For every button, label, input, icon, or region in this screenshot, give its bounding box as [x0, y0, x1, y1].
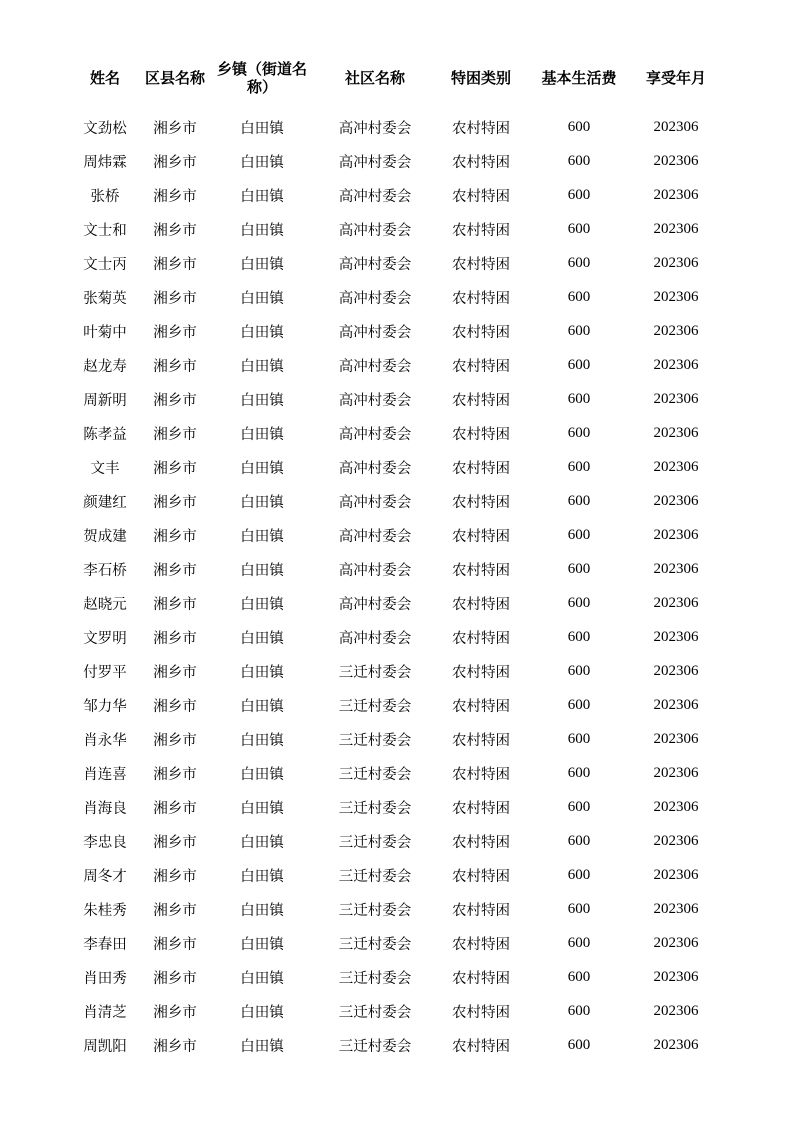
cell-fee: 600 — [567, 152, 591, 169]
cell-county: 湘乡市 — [153, 1004, 197, 1021]
cell-town: 白田镇 — [240, 698, 284, 715]
cell-name: 肖永华 — [83, 732, 127, 749]
cell-month: 202306 — [653, 220, 699, 237]
cell-town: 白田镇 — [240, 358, 284, 375]
cell-type: 农村特困 — [452, 766, 510, 783]
cell-town: 白田镇 — [240, 426, 284, 443]
cell-type: 农村特困 — [452, 528, 510, 545]
cell-community: 高冲村委会 — [338, 154, 412, 171]
table-row — [70, 246, 720, 280]
cell-fee: 600 — [567, 526, 591, 543]
cell-name: 文士和 — [83, 222, 127, 239]
cell-name: 张菊英 — [83, 290, 127, 307]
header-town: 乡镇（街道名称） — [216, 60, 307, 96]
cell-fee: 600 — [567, 798, 591, 815]
table-row — [70, 280, 720, 314]
cell-county: 湘乡市 — [153, 426, 197, 443]
cell-community: 高冲村委会 — [338, 256, 412, 273]
cell-town: 白田镇 — [240, 324, 284, 341]
cell-name: 肖海良 — [83, 800, 127, 817]
cell-fee: 600 — [567, 764, 591, 781]
cell-fee: 600 — [567, 118, 591, 135]
cell-month: 202306 — [653, 900, 699, 917]
header-name: 姓名 — [89, 69, 120, 87]
cell-community: 三迁村委会 — [338, 766, 412, 783]
cell-town: 白田镇 — [240, 596, 284, 613]
cell-fee: 600 — [567, 696, 591, 713]
cell-fee: 600 — [567, 594, 591, 611]
cell-name: 朱桂秀 — [83, 902, 127, 919]
cell-month: 202306 — [653, 424, 699, 441]
cell-community: 三迁村委会 — [338, 732, 412, 749]
cell-county: 湘乡市 — [153, 358, 197, 375]
table-row — [70, 654, 720, 688]
cell-community: 三迁村委会 — [338, 970, 412, 987]
cell-county: 湘乡市 — [153, 256, 197, 273]
cell-name: 李春田 — [83, 936, 127, 953]
cell-month: 202306 — [653, 254, 699, 271]
cell-town: 白田镇 — [240, 766, 284, 783]
table-row — [70, 144, 720, 178]
cell-fee: 600 — [567, 492, 591, 509]
cell-county: 湘乡市 — [153, 562, 197, 579]
cell-month: 202306 — [653, 934, 699, 951]
cell-fee: 600 — [567, 560, 591, 577]
cell-fee: 600 — [567, 356, 591, 373]
cell-fee: 600 — [567, 390, 591, 407]
cell-fee: 600 — [567, 288, 591, 305]
cell-month: 202306 — [653, 594, 699, 611]
cell-type: 农村特困 — [452, 1004, 510, 1021]
cell-county: 湘乡市 — [153, 120, 197, 137]
cell-name: 李石桥 — [83, 562, 127, 579]
cell-community: 三迁村委会 — [338, 1038, 412, 1055]
cell-type: 农村特困 — [452, 630, 510, 647]
cell-month: 202306 — [653, 662, 699, 679]
cell-community: 三迁村委会 — [338, 800, 412, 817]
table-row — [70, 892, 720, 926]
header-community: 社区名称 — [344, 69, 405, 87]
table-row — [70, 756, 720, 790]
header-spacer — [70, 100, 720, 110]
table-row — [70, 1028, 720, 1062]
cell-county: 湘乡市 — [153, 528, 197, 545]
cell-name: 文丰 — [90, 460, 120, 477]
cell-county: 湘乡市 — [153, 324, 197, 341]
cell-name: 赵晓元 — [83, 596, 127, 613]
cell-community: 三迁村委会 — [338, 664, 412, 681]
cell-name: 肖田秀 — [83, 970, 127, 987]
cell-type: 农村特困 — [452, 596, 510, 613]
cell-town: 白田镇 — [240, 562, 284, 579]
cell-month: 202306 — [653, 628, 699, 645]
cell-fee: 600 — [567, 458, 591, 475]
cell-type: 农村特困 — [452, 358, 510, 375]
cell-town: 白田镇 — [240, 868, 284, 885]
cell-type: 农村特困 — [452, 1038, 510, 1055]
cell-fee: 600 — [567, 662, 591, 679]
cell-type: 农村特困 — [452, 562, 510, 579]
cell-type: 农村特困 — [452, 324, 510, 341]
cell-community: 高冲村委会 — [338, 528, 412, 545]
cell-town: 白田镇 — [240, 290, 284, 307]
cell-name: 颜建红 — [83, 494, 127, 511]
cell-county: 湘乡市 — [153, 494, 197, 511]
cell-name: 李忠良 — [83, 834, 127, 851]
cell-town: 白田镇 — [240, 630, 284, 647]
cell-type: 农村特困 — [452, 936, 510, 953]
cell-community: 三迁村委会 — [338, 1004, 412, 1021]
cell-name: 文劲松 — [83, 120, 127, 137]
cell-town: 白田镇 — [240, 800, 284, 817]
cell-community: 高冲村委会 — [338, 324, 412, 341]
cell-month: 202306 — [653, 356, 699, 373]
cell-county: 湘乡市 — [153, 664, 197, 681]
cell-type: 农村特困 — [452, 970, 510, 987]
cell-name: 肖清芝 — [83, 1004, 127, 1021]
cell-name: 叶菊中 — [83, 324, 127, 341]
cell-month: 202306 — [653, 186, 699, 203]
cell-fee: 600 — [567, 730, 591, 747]
cell-month: 202306 — [653, 832, 699, 849]
cell-town: 白田镇 — [240, 1004, 284, 1021]
cell-town: 白田镇 — [240, 528, 284, 545]
cell-month: 202306 — [653, 152, 699, 169]
cell-month: 202306 — [653, 798, 699, 815]
cell-fee: 600 — [567, 628, 591, 645]
cell-community: 高冲村委会 — [338, 188, 412, 205]
cell-town: 白田镇 — [240, 256, 284, 273]
table-row — [70, 790, 720, 824]
cell-type: 农村特困 — [452, 732, 510, 749]
cell-type: 农村特困 — [452, 256, 510, 273]
cell-month: 202306 — [653, 968, 699, 985]
cell-name: 周炜霖 — [83, 154, 127, 171]
cell-name: 张桥 — [90, 188, 120, 205]
cell-name: 肖连喜 — [83, 766, 127, 783]
cell-county: 湘乡市 — [153, 290, 197, 307]
cell-county: 湘乡市 — [153, 630, 197, 647]
table-row — [70, 178, 720, 212]
cell-month: 202306 — [653, 390, 699, 407]
cell-county: 湘乡市 — [153, 970, 197, 987]
cell-type: 农村特困 — [452, 834, 510, 851]
cell-fee: 600 — [567, 254, 591, 271]
cell-type: 农村特困 — [452, 222, 510, 239]
cell-community: 三迁村委会 — [338, 868, 412, 885]
cell-county: 湘乡市 — [153, 1038, 197, 1055]
cell-type: 农村特困 — [452, 392, 510, 409]
cell-name: 周冬才 — [83, 868, 127, 885]
cell-month: 202306 — [653, 730, 699, 747]
cell-town: 白田镇 — [240, 120, 284, 137]
cell-community: 高冲村委会 — [338, 562, 412, 579]
cell-county: 湘乡市 — [153, 766, 197, 783]
cell-type: 农村特困 — [452, 154, 510, 171]
cell-town: 白田镇 — [240, 154, 284, 171]
cell-town: 白田镇 — [240, 222, 284, 239]
cell-fee: 600 — [567, 968, 591, 985]
table-row — [70, 348, 720, 382]
cell-name: 周凯阳 — [83, 1038, 127, 1055]
cell-town: 白田镇 — [240, 936, 284, 953]
cell-fee: 600 — [567, 322, 591, 339]
header-month: 享受年月 — [645, 69, 706, 87]
cell-town: 白田镇 — [240, 1038, 284, 1055]
cell-county: 湘乡市 — [153, 800, 197, 817]
cell-name: 付罗平 — [83, 664, 127, 681]
table-row — [70, 552, 720, 586]
cell-name: 陈孝益 — [83, 426, 127, 443]
cell-community: 三迁村委会 — [338, 834, 412, 851]
cell-type: 农村特困 — [452, 120, 510, 137]
cell-month: 202306 — [653, 526, 699, 543]
cell-county: 湘乡市 — [153, 596, 197, 613]
cell-name: 周新明 — [83, 392, 127, 409]
table-row — [70, 620, 720, 654]
table-header — [70, 56, 720, 110]
cell-town: 白田镇 — [240, 392, 284, 409]
table-body — [70, 110, 720, 1062]
cell-community: 高冲村委会 — [338, 120, 412, 137]
cell-community: 高冲村委会 — [338, 222, 412, 239]
cell-community: 高冲村委会 — [338, 630, 412, 647]
cell-county: 湘乡市 — [153, 698, 197, 715]
cell-name: 文士丙 — [83, 256, 127, 273]
table-row — [70, 484, 720, 518]
table-row — [70, 416, 720, 450]
header-type: 特困类别 — [450, 69, 511, 87]
cell-fee: 600 — [567, 220, 591, 237]
header-county: 区县名称 — [144, 69, 205, 87]
table-row — [70, 450, 720, 484]
cell-community: 高冲村委会 — [338, 392, 412, 409]
cell-fee: 600 — [567, 866, 591, 883]
cell-fee: 600 — [567, 424, 591, 441]
cell-fee: 600 — [567, 1036, 591, 1053]
cell-community: 三迁村委会 — [338, 698, 412, 715]
cell-month: 202306 — [653, 1036, 699, 1053]
header-fee: 基本生活费 — [541, 69, 617, 87]
cell-type: 农村特困 — [452, 494, 510, 511]
cell-type: 农村特困 — [452, 290, 510, 307]
cell-county: 湘乡市 — [153, 834, 197, 851]
cell-community: 高冲村委会 — [338, 290, 412, 307]
cell-name: 文罗明 — [83, 630, 127, 647]
cell-town: 白田镇 — [240, 664, 284, 681]
cell-month: 202306 — [653, 1002, 699, 1019]
table-row — [70, 960, 720, 994]
cell-month: 202306 — [653, 492, 699, 509]
cell-county: 湘乡市 — [153, 460, 197, 477]
cell-month: 202306 — [653, 560, 699, 577]
cell-type: 农村特困 — [452, 188, 510, 205]
cell-town: 白田镇 — [240, 970, 284, 987]
cell-type: 农村特困 — [452, 868, 510, 885]
cell-type: 农村特困 — [452, 902, 510, 919]
cell-town: 白田镇 — [240, 460, 284, 477]
cell-community: 高冲村委会 — [338, 596, 412, 613]
cell-name: 赵龙寿 — [83, 358, 127, 375]
cell-month: 202306 — [653, 288, 699, 305]
cell-name: 贺成建 — [83, 528, 127, 545]
cell-type: 农村特困 — [452, 698, 510, 715]
cell-county: 湘乡市 — [153, 392, 197, 409]
cell-type: 农村特困 — [452, 426, 510, 443]
cell-community: 高冲村委会 — [338, 426, 412, 443]
cell-month: 202306 — [653, 458, 699, 475]
cell-town: 白田镇 — [240, 732, 284, 749]
cell-month: 202306 — [653, 696, 699, 713]
cell-type: 农村特困 — [452, 460, 510, 477]
cell-county: 湘乡市 — [153, 902, 197, 919]
table-row — [70, 314, 720, 348]
header-row — [70, 56, 720, 100]
cell-fee: 600 — [567, 934, 591, 951]
cell-fee: 600 — [567, 832, 591, 849]
table-row — [70, 586, 720, 620]
table-row — [70, 212, 720, 246]
table-row — [70, 518, 720, 552]
cell-community: 高冲村委会 — [338, 494, 412, 511]
cell-fee: 600 — [567, 186, 591, 203]
cell-town: 白田镇 — [240, 494, 284, 511]
cell-month: 202306 — [653, 322, 699, 339]
table-row — [70, 688, 720, 722]
cell-county: 湘乡市 — [153, 154, 197, 171]
cell-county: 湘乡市 — [153, 936, 197, 953]
table-row — [70, 722, 720, 756]
cell-community: 三迁村委会 — [338, 902, 412, 919]
cell-community: 高冲村委会 — [338, 358, 412, 375]
table-row — [70, 994, 720, 1028]
cell-type: 农村特困 — [452, 664, 510, 681]
cell-town: 白田镇 — [240, 188, 284, 205]
table-row — [70, 926, 720, 960]
cell-county: 湘乡市 — [153, 732, 197, 749]
table-row — [70, 110, 720, 144]
table-row — [70, 858, 720, 892]
cell-community: 高冲村委会 — [338, 460, 412, 477]
cell-county: 湘乡市 — [153, 868, 197, 885]
table-row — [70, 382, 720, 416]
cell-name: 邹力华 — [83, 698, 127, 715]
cell-town: 白田镇 — [240, 834, 284, 851]
cell-town: 白田镇 — [240, 902, 284, 919]
cell-fee: 600 — [567, 1002, 591, 1019]
cell-month: 202306 — [653, 764, 699, 781]
cell-month: 202306 — [653, 118, 699, 135]
cell-county: 湘乡市 — [153, 222, 197, 239]
cell-month: 202306 — [653, 866, 699, 883]
cell-fee: 600 — [567, 900, 591, 917]
cell-county: 湘乡市 — [153, 188, 197, 205]
cell-type: 农村特困 — [452, 800, 510, 817]
table-row — [70, 824, 720, 858]
cell-community: 三迁村委会 — [338, 936, 412, 953]
beneficiary-table — [70, 56, 720, 1062]
